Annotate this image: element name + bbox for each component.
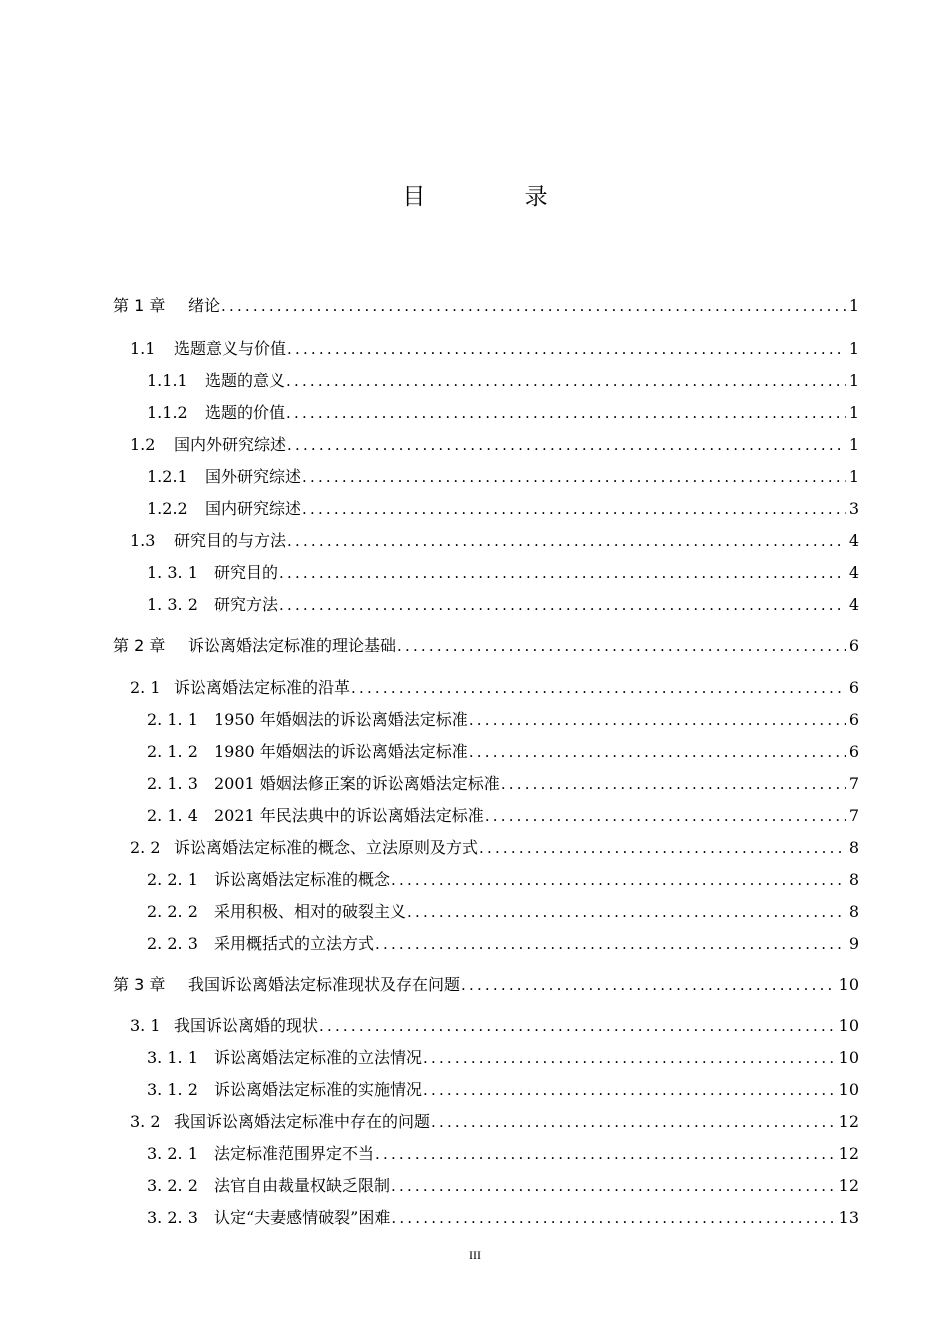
toc-number: 2. 2	[130, 838, 161, 857]
toc-page-number: 12	[838, 1144, 859, 1163]
toc-title: 我国诉讼离婚法定标准现状及存在问题	[188, 975, 461, 994]
toc-number: 第 2 章	[113, 636, 166, 655]
toc-subsection-1-2-2[interactable]	[147, 498, 859, 520]
toc-title: 诉讼离婚法定标准的概念	[214, 870, 391, 889]
toc-page-number: 10	[838, 1048, 859, 1067]
toc-subsection-1-1-1[interactable]	[147, 370, 859, 392]
toc-subsection-1-3-2[interactable]	[147, 594, 859, 616]
toc-number: 2. 1. 2	[147, 742, 198, 761]
dot-leader	[469, 741, 846, 763]
dot-leader	[287, 530, 846, 552]
dot-leader	[485, 805, 846, 827]
dot-leader	[302, 466, 846, 488]
toc-section-1-2[interactable]	[130, 434, 859, 456]
toc-number: 2. 1	[130, 678, 161, 697]
toc-subsection-2-2-2[interactable]	[147, 901, 859, 923]
toc-number: 1.2.2	[147, 499, 188, 518]
toc-title: 采用概括式的立法方式	[214, 934, 375, 953]
dot-leader	[391, 869, 846, 891]
dot-leader	[423, 1047, 836, 1069]
toc-number: 第 3 章	[113, 975, 166, 994]
dot-leader	[375, 1143, 836, 1165]
toc-title: 我国诉讼离婚的现状	[174, 1016, 319, 1035]
toc-number: 3. 1. 2	[147, 1080, 198, 1099]
toc-title: 诉讼离婚法定标准的实施情况	[214, 1080, 423, 1099]
toc-title: 认定“夫妻感情破裂”困难	[214, 1208, 391, 1227]
toc-section-1-3[interactable]	[130, 530, 859, 552]
toc-page-number: 4	[848, 531, 859, 550]
toc-title: 诉讼离婚法定标准的沿革	[174, 678, 351, 697]
toc-section-3-1[interactable]	[130, 1015, 859, 1037]
toc-page-number: 7	[848, 806, 859, 825]
toc-subsection-2-2-3[interactable]	[147, 933, 859, 955]
toc-page-number: 12	[838, 1112, 859, 1131]
toc-number: 1.2	[130, 435, 156, 454]
dot-leader	[391, 1175, 836, 1197]
toc-chapter-2[interactable]	[113, 635, 859, 657]
toc-number: 2. 2. 2	[147, 902, 198, 921]
dot-leader	[279, 562, 846, 584]
toc-subsection-1-1-2[interactable]	[147, 402, 859, 424]
toc-number: 1. 3. 1	[147, 563, 198, 582]
dot-leader	[319, 1015, 836, 1037]
dot-leader	[423, 1079, 836, 1101]
toc-section-2-2[interactable]	[130, 837, 859, 859]
toc-page-number: 3	[848, 499, 859, 518]
toc-number: 2. 1. 1	[147, 710, 198, 729]
toc-subsection-1-3-1[interactable]	[147, 562, 859, 584]
dot-leader	[397, 635, 846, 657]
toc-page-number: 1	[848, 339, 859, 358]
dot-leader	[286, 370, 846, 392]
toc-number: 3. 2	[130, 1112, 161, 1131]
toc-number: 3. 1. 1	[147, 1048, 198, 1067]
toc-subsection-2-1-1[interactable]	[147, 709, 859, 731]
toc-page-number: 1	[848, 403, 859, 422]
dot-leader	[279, 594, 846, 616]
toc-title: 选题的意义	[205, 371, 286, 390]
toc-page-number: 4	[848, 595, 859, 614]
toc-number: 1. 3. 2	[147, 595, 198, 614]
toc-title: 2001 婚姻法修正案的诉讼离婚法定标准	[214, 774, 500, 793]
toc-title: 研究方法	[214, 595, 279, 614]
toc-title: 诉讼离婚法定标准的立法情况	[214, 1048, 423, 1067]
toc-title: 国外研究综述	[205, 467, 302, 486]
toc-section-3-2[interactable]	[130, 1111, 859, 1133]
toc-number: 2. 2. 3	[147, 934, 198, 953]
toc-number: 2. 2. 1	[147, 870, 198, 889]
toc-title: 诉讼离婚法定标准的概念、立法原则及方式	[174, 838, 479, 857]
dot-leader	[286, 402, 846, 424]
dot-leader	[287, 338, 846, 360]
dot-leader	[407, 901, 846, 923]
toc-title: 国内研究综述	[205, 499, 302, 518]
toc-number: 1.3	[130, 531, 156, 550]
toc-page-number: 1	[848, 371, 859, 390]
toc-title: 国内外研究综述	[174, 435, 287, 454]
toc-title: 研究目的	[214, 563, 279, 582]
toc-title: 研究目的与方法	[174, 531, 287, 550]
toc-section-1-1[interactable]	[130, 338, 859, 360]
toc-page-number: 6	[848, 742, 859, 761]
toc-page-number: 10	[838, 1016, 859, 1035]
toc-chapter-3[interactable]	[113, 974, 859, 996]
toc-number: 3. 2. 1	[147, 1144, 198, 1163]
toc-number: 2. 1. 4	[147, 806, 198, 825]
toc-number: 1.1.1	[147, 371, 188, 390]
toc-number: 第 1 章	[113, 296, 166, 315]
toc-subsection-1-2-1[interactable]	[147, 466, 859, 488]
toc-number: 3. 2. 3	[147, 1208, 198, 1227]
toc-section-2-1[interactable]	[130, 677, 859, 699]
toc-page-number: 13	[838, 1208, 859, 1227]
toc-title: 绪论	[188, 296, 221, 315]
toc-title: 法官自由裁量权缺乏限制	[214, 1176, 391, 1195]
dot-leader	[501, 773, 846, 795]
toc-page-number: 10	[838, 975, 859, 994]
page-footer-number: III	[469, 1248, 481, 1262]
toc-page-number: 9	[848, 934, 859, 953]
dot-leader	[351, 677, 846, 699]
toc-title: 选题意义与价值	[174, 339, 287, 358]
toc-page-number: 8	[848, 838, 859, 857]
toc-number: 1.1	[130, 339, 156, 358]
toc-title: 诉讼离婚法定标准的理论基础	[188, 636, 397, 655]
toc-title: 1980 年婚姻法的诉讼离婚法定标准	[214, 742, 468, 761]
toc-title: 选题的价值	[205, 403, 286, 422]
toc-page-number: 4	[848, 563, 859, 582]
toc-chapter-1[interactable]	[113, 295, 859, 317]
toc-title: 2021 年民法典中的诉讼离婚法定标准	[214, 806, 484, 825]
toc-subsection-2-1-3[interactable]	[147, 773, 859, 795]
toc-page-number: 6	[848, 678, 859, 697]
toc-title: 法定标准范围界定不当	[214, 1144, 375, 1163]
dot-leader	[375, 933, 846, 955]
toc-subsection-3-2-3[interactable]	[147, 1207, 859, 1229]
toc-page-number: 8	[848, 902, 859, 921]
page-title: 目 录	[402, 184, 594, 210]
toc-number: 3. 1	[130, 1016, 161, 1035]
toc-subsection-2-1-4[interactable]	[147, 805, 859, 827]
toc-page-number: 1	[848, 296, 859, 315]
toc-subsection-2-1-2[interactable]	[147, 741, 859, 763]
toc-title: 1950 年婚姻法的诉讼离婚法定标准	[214, 710, 468, 729]
dot-leader	[391, 1207, 835, 1229]
dot-leader	[431, 1111, 836, 1133]
toc-page-number: 7	[848, 774, 859, 793]
toc-title: 采用积极、相对的破裂主义	[214, 902, 407, 921]
dot-leader	[221, 295, 846, 317]
toc-number: 3. 2. 2	[147, 1176, 198, 1195]
toc-number: 2. 1. 3	[147, 774, 198, 793]
toc-number: 1.2.1	[147, 467, 188, 486]
toc-page-number: 1	[848, 467, 859, 486]
toc-subsection-3-1-1[interactable]	[147, 1047, 859, 1069]
toc-subsection-3-2-1[interactable]	[147, 1143, 859, 1165]
toc-subsection-3-1-2[interactable]	[147, 1079, 859, 1101]
dot-leader	[302, 498, 846, 520]
toc-page-number: 6	[848, 636, 859, 655]
toc-page-number: 12	[838, 1176, 859, 1195]
toc-page-number: 1	[848, 435, 859, 454]
dot-leader	[479, 837, 846, 859]
toc-subsection-3-2-2[interactable]	[147, 1175, 859, 1197]
dot-leader	[469, 709, 846, 731]
toc-page-number: 8	[848, 870, 859, 889]
toc-subsection-2-2-1[interactable]	[147, 869, 859, 891]
dot-leader	[287, 434, 846, 456]
toc-page-number: 6	[848, 710, 859, 729]
dot-leader	[461, 974, 836, 996]
toc-page-number: 10	[838, 1080, 859, 1099]
toc-number: 1.1.2	[147, 403, 188, 422]
toc-title: 我国诉讼离婚法定标准中存在的问题	[174, 1112, 431, 1131]
